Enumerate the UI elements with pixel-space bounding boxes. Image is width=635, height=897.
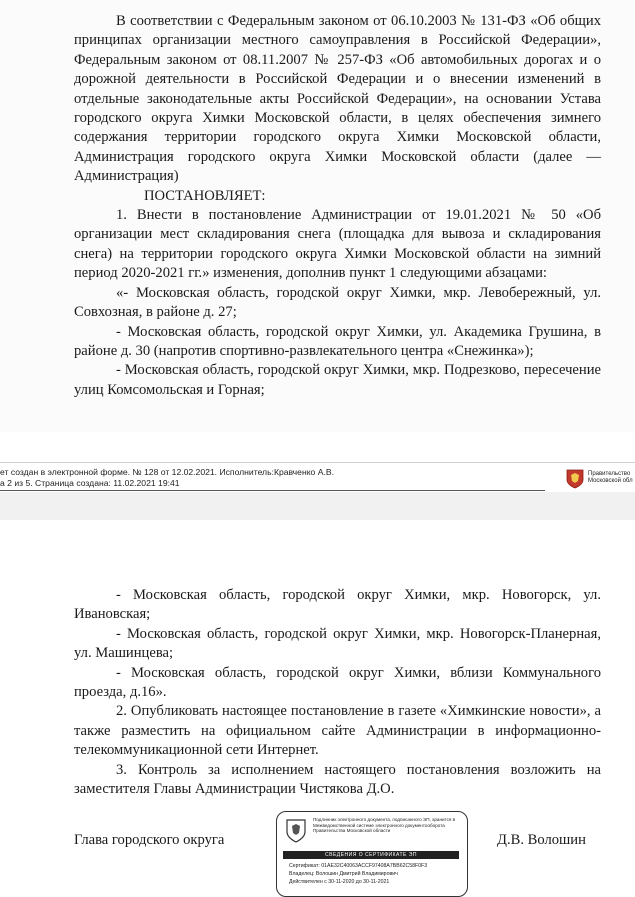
page-footer bbox=[0, 462, 635, 493]
address-paragraph: «- Московская область, городской округ Химки, мкр. Левобережный, ул. Совхозная, в районе д. 27; bbox=[74, 284, 601, 321]
address-paragraph: - Московская область, городской округ Химки, мкр. Новогорск-Планерная, ул. Машинцева; bbox=[74, 625, 601, 662]
signatory-name: Д.В. Волошин bbox=[497, 832, 586, 848]
organization-name-line: Правительство bbox=[588, 471, 631, 477]
address-paragraph: - Московская область, городской округ Химки, вблизи Коммунального проезда, д.16». bbox=[74, 664, 601, 701]
page-gap bbox=[0, 432, 635, 462]
document-meta bbox=[0, 467, 334, 489]
body-text-page-2 bbox=[74, 586, 601, 799]
item-3-paragraph: 3. Контроль за исполнением настоящего постановления возложить на заместителя Главы Администрации Чистякова Д.О. bbox=[74, 761, 601, 798]
document-meta-line: а 2 из 5. Страница создана: 11.02.2021 19:41 bbox=[0, 478, 180, 488]
certificate-validity: Действителен с 30-11-2020 до 30-11-2021 bbox=[289, 879, 390, 885]
address-paragraph: - Московская область, городской округ Химки, мкр. Новогорск, ул. Ивановская; bbox=[74, 587, 601, 623]
certificate-owner: Владелец: Волошин Дмитрий Владимирович bbox=[289, 871, 398, 877]
item-2-paragraph: 2. Опубликовать настоящее постановление в газете «Химкинские новости», а также разместить на официальном сайте Администрации в информационно-телекоммуникационной сети Интернет. bbox=[74, 703, 601, 759]
page-separator bbox=[0, 492, 635, 520]
emblem-icon bbox=[285, 818, 307, 844]
coat-of-arms-icon bbox=[566, 469, 584, 489]
body-text-page-1 bbox=[74, 12, 601, 400]
decree-heading: ПОСТАНОВЛЯЕТ: bbox=[144, 187, 266, 204]
signature-title: Глава городского округа bbox=[74, 832, 225, 848]
organization-name-line: Московской обл bbox=[588, 478, 633, 484]
certificate-number: Сертификат: 01AE32C40063ACCF97408A7BB62C58F0F3 bbox=[289, 863, 428, 869]
address-paragraph: - Московская область, городской округ Химки, мкр. Подрезково, пересечение улиц Комсомольская и Горная; bbox=[74, 362, 601, 398]
stamp-band: СВЕДЕНИЯ О СЕРТИФИКАТЕ ЭП bbox=[283, 851, 459, 859]
address-paragraph: - Московская область, городской округ Химки, ул. Академика Грушина, в районе д. 30 (напротив спортивно-развлекательного центра «Снежинка»); bbox=[74, 323, 601, 359]
electronic-signature-stamp bbox=[276, 811, 468, 897]
document-meta-line: ет создан в электронной форме. № 128 от 12.02.2021. Исполнитель:Кравченко А.В. bbox=[0, 467, 334, 477]
organization-name bbox=[588, 471, 633, 485]
stamp-description: Подлинник электронного документа, подписанного ЭП, хранится в Межведомственной системе электронного документооборота Правительства Московской области bbox=[313, 817, 456, 834]
preamble-paragraph: В соответствии с Федеральным законом от 06.10.2003 № 131-ФЗ «Об общих принципах организации местного самоуправления в Российской Федерации», Федеральным законом от 08.11.2007 № 257-ФЗ «Об автомобильных дорогах и о дорожной деятельности в Российской Федерации и о внесении изменений в отдельные законодательные акты Российской Федерации», на основании Устава городского округа Химки Московской области, в целях обеспечения зимнего содержания территории городского округа Химки Московской области, Администрация городского округа Химки Московской области (далее — Администрация) bbox=[74, 13, 601, 185]
item-1-paragraph: 1. Внести в постановление Администрации от 19.01.2021 № 50 «Об организации мест складирования снега (площадка для вывоза и складирования снега) на территории городского округа Химки Московской области на зимний период 2020-2021 гг.» изменения, дополнив пункт 1 следующими абзацами: bbox=[74, 207, 601, 282]
footer-divider bbox=[0, 490, 545, 491]
